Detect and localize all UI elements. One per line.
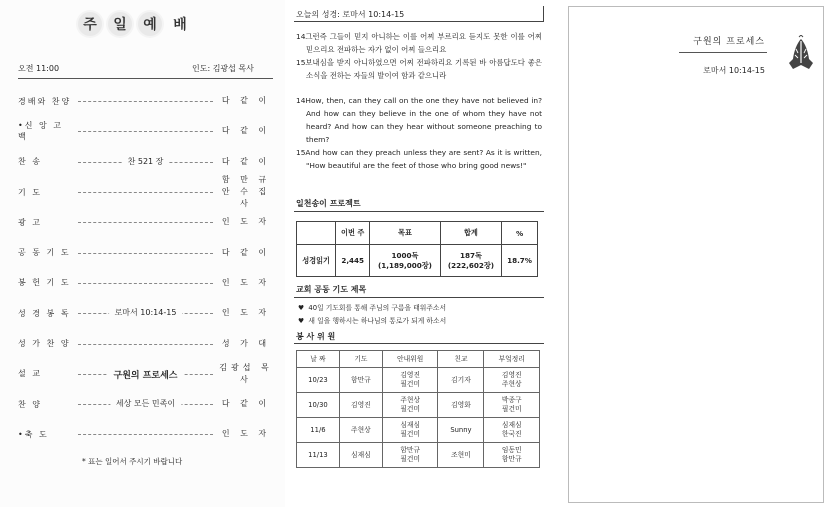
table-cell: 187독 (222,602장) (440, 245, 501, 277)
order-item-person: 김광섭 목사 (219, 362, 273, 384)
worship-title (78, 12, 192, 36)
table-cell: 김영진 주현상 (484, 368, 540, 393)
table-header (297, 222, 336, 245)
order-leader-line (74, 278, 217, 288)
order-leader-line (74, 369, 217, 379)
order-leader-line (74, 429, 217, 439)
order-item-name: •축 도 (18, 429, 49, 439)
order-leader-line (74, 126, 217, 136)
table-cell: 주현상 필건미 (382, 393, 438, 418)
divider (294, 21, 544, 22)
order-item-detail: 구원의 프로세스 (108, 368, 184, 381)
order-row (18, 298, 275, 328)
table-cell: 김영진 필건미 (382, 368, 438, 393)
order-item-name: 공 동 기 도 (18, 248, 71, 258)
worship-order-panel (0, 0, 285, 507)
order-row (18, 389, 275, 419)
order-item-name: 기 도 (18, 187, 42, 197)
order-row (18, 147, 275, 177)
order-item-name: 봉 헌 기 도 (18, 278, 71, 288)
order-item-person: 함 만 규 안 수 집 사 (221, 175, 271, 209)
table-cell: 10/23 (297, 368, 340, 393)
table-header: 안내위원 (382, 351, 438, 368)
order-row (18, 328, 275, 358)
table-cell: 박종구 필건미 (484, 393, 540, 418)
title-char: 예 (138, 12, 162, 36)
table-cell: 성경읽기 (297, 245, 336, 277)
divider (294, 343, 544, 344)
table-cell: 심재심 필건미 (382, 418, 438, 443)
service-time: 오전 11:00 (18, 64, 60, 73)
order-list (18, 86, 275, 450)
table-cell: 김기자 (438, 368, 484, 393)
bible-reading-table (296, 221, 538, 277)
prayer-section-title: 교회 공동 기도 제목 (296, 285, 367, 294)
prayer-item: ♥ 40일 기도회를 통해 주님의 구름을 태워주소서 (298, 304, 447, 312)
table-header: 이번 주 (336, 222, 370, 245)
table-cell: 11/6 (297, 418, 340, 443)
order-leader-line (74, 248, 217, 258)
scripture-text (296, 30, 542, 172)
divider (294, 297, 544, 298)
table-header: 친교 (438, 351, 484, 368)
table-cell: 10/30 (297, 393, 340, 418)
table-row (297, 245, 538, 277)
divider (294, 211, 544, 212)
heart-icon: ♥ (298, 317, 305, 325)
order-item-name: •신 앙 고 백 (18, 121, 63, 142)
title-char: 주 (78, 12, 102, 36)
order-item-name: 광 고 (18, 217, 42, 227)
order-row (18, 359, 275, 389)
order-leader-line (74, 157, 217, 167)
order-item-name: 성 가 찬 양 (18, 339, 71, 349)
table-cell: Sunny (438, 418, 484, 443)
order-leader-line (74, 339, 217, 349)
table-cell: 함만규 (339, 368, 382, 393)
table-cell: 주현상 (339, 418, 382, 443)
table-cell: 1000독 (1,189,000장) (370, 245, 441, 277)
verse-ko: 14그런즉 그들이 믿지 아니하는 이를 어찌 부르리요 듣지도 못한 이를 어찌 믿으리요 전파하는 자가 없이 어찌 들으리요 (296, 32, 542, 54)
order-row (18, 268, 275, 298)
order-item-person: 다 같 이 (221, 156, 271, 166)
verse-ko: 15보내심을 받지 아니하였으면 어찌 전파하리요 기록된 바 아름답도다 좋은 소식을 전하는 자들의 발이여 함과 같으니라 (296, 58, 542, 80)
verse-en: 14How, then, can they call on the one they have not believed in? And how can they believe in the one of whom they have not heard? And how can they hear without someone preaching to them? (296, 96, 542, 144)
order-item-name: 성 경 봉 독 (18, 308, 71, 318)
table-cell: 김영진 (339, 393, 382, 418)
sermon-reference: 로마서 10:14-15 (703, 66, 765, 75)
bible-section-title: 일천송이 프로젝트 (296, 199, 361, 208)
order-item-name: 찬 송 (18, 157, 42, 167)
order-row (18, 237, 275, 267)
info-panel (290, 0, 548, 507)
order-item-name: 경배와 찬양 (18, 96, 72, 106)
order-item-person: 인 도 자 (221, 217, 271, 227)
serve-table (296, 350, 540, 468)
order-item-person: 인 도 자 (221, 429, 271, 439)
standing-note: * 표는 일어서 주시기 바랍니다 (82, 457, 183, 466)
prayer-list (298, 302, 446, 328)
table-cell: 함만규 필건미 (382, 443, 438, 468)
sermon-cover-panel (568, 6, 824, 503)
order-item-detail: 찬 521 장 (122, 156, 170, 167)
scripture-heading: 오늘의 성경: 로마서 10:14-15 (296, 10, 405, 19)
order-item-person: 성 가 대 (221, 338, 271, 348)
table-cell: 11/13 (297, 443, 340, 468)
order-item-person: 다 같 이 (221, 126, 271, 136)
divider (18, 78, 273, 79)
divider (543, 6, 544, 21)
table-row (297, 393, 540, 418)
order-leader-line (74, 96, 217, 106)
order-item-person: 다 같 이 (221, 247, 271, 257)
prayer-item: ♥ 새 일을 행하시는 하나님의 통로가 되게 하소서 (298, 317, 447, 325)
table-cell: 심재심 (339, 443, 382, 468)
table-cell: 임동민 함만규 (484, 443, 540, 468)
table-cell: 김영화 (438, 393, 484, 418)
serve-section-title: 봉 사 위 원 (296, 332, 336, 341)
verse-en: 15And how can they preach unless they are sent? As it is written, "How beautiful are the feet of those who bring good news!" (296, 148, 542, 170)
order-item-name: 찬 양 (18, 399, 42, 409)
title-char: 배 (173, 17, 187, 33)
order-item-detail: 로마서 10:14-15 (109, 307, 183, 318)
order-item-person: 다 같 이 (221, 96, 271, 106)
order-row (18, 177, 275, 207)
table-row (297, 368, 540, 393)
divider (679, 52, 767, 53)
table-cell: 18.7% (502, 245, 538, 277)
order-item-name: 설 교 (18, 369, 42, 379)
sermon-title: 구원의 프로세스 (693, 37, 765, 47)
table-cell: 조현미 (438, 443, 484, 468)
order-row (18, 419, 275, 449)
table-header: 날 짜 (297, 351, 340, 368)
table-cell: 2,445 (336, 245, 370, 277)
service-leader: 인도: 김광섭 목사 (192, 64, 254, 73)
table-header: % (502, 222, 538, 245)
order-leader-line (74, 217, 217, 227)
order-leader-line (74, 399, 217, 409)
order-item-person: 인 도 자 (221, 277, 271, 287)
table-header: 기도 (339, 351, 382, 368)
order-item-person: 인 도 자 (221, 308, 271, 318)
order-row (18, 86, 275, 116)
order-leader-line (74, 308, 217, 318)
table-header: 목표 (370, 222, 441, 245)
table-row (297, 418, 540, 443)
order-item-detail: 세상 모든 민족이 (110, 398, 181, 409)
table-header: 부엌정리 (484, 351, 540, 368)
order-row (18, 207, 275, 237)
table-header: 합계 (440, 222, 501, 245)
order-row (18, 116, 275, 146)
praying-hands-icon (785, 35, 817, 73)
order-item-person: 다 같 이 (221, 399, 271, 409)
table-cell: 심재심 한국진 (484, 418, 540, 443)
title-char: 일 (108, 12, 132, 36)
table-row (297, 443, 540, 468)
heart-icon: ♥ (298, 304, 305, 312)
order-leader-line (74, 187, 217, 197)
